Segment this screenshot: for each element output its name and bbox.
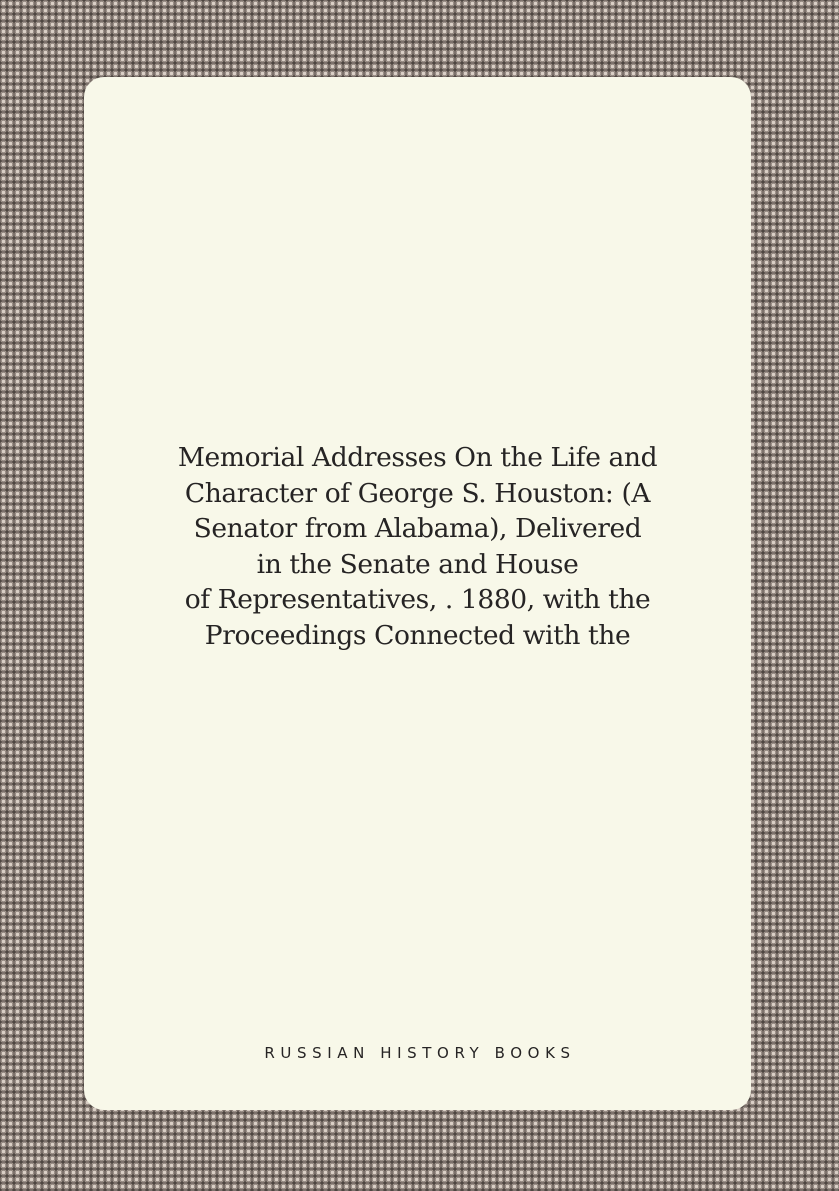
- title-line: Character of George S. Houston: (A: [184, 477, 651, 509]
- title-line: of Representatives, . 1880, with the: [184, 584, 651, 615]
- title-line: in the Senate and House: [256, 548, 579, 580]
- cover-panel: [84, 77, 751, 1110]
- publisher-name: RUSSIAN HISTORY BOOKS: [264, 1044, 576, 1062]
- title-line: Proceedings Connected with the: [204, 619, 631, 651]
- title-line: Senator from Alabama), Delivered: [193, 513, 642, 544]
- title-line: Memorial Addresses On the Life and: [177, 442, 658, 473]
- book-title: [114, 440, 721, 653]
